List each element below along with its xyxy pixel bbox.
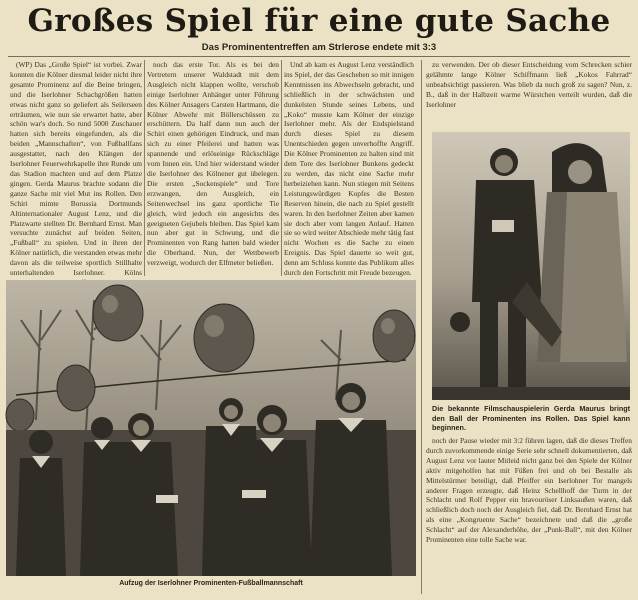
article-column-1 — [10, 60, 142, 276]
header-rule — [8, 56, 630, 57]
column-divider — [421, 60, 422, 594]
article-text-5: noch der Pause wieder mit 3:2 führen lagen, daß die dieses Treffen durch zuvorkommende einige Serie sehr schnell dokumentierten, daß August Lenz vor lauter Mitleid nicht ganz bei den Spiele der Kölner aktiv mitgeholfen hat mit Füßen frei und ob bei Bestalle als Mittelstürmer beteiligt, daß Pfeiffer ein Iserlohner Tor mangels anderer Fragen erzeugte, daß Heinz Schellhoff der Turm in der Schlacht und Rolf Pepper ein bravouröser Linksaußen waren, daß schließlich doch noch der Ausgleich fiel, daß Dr. Bernhard Ernst hat als eine „Kongruente Sache“ bezeichnete und daß die „große Schlacht“ auf der Alexanderhöhe, der „Punk-Ball“, mit den Kölner Prominenten eine tolle Sache war. — [426, 436, 632, 545]
article-column-5 — [426, 436, 632, 594]
subheadline: Das Prominententreffen am Strlerose endete mit 3:3 — [201, 42, 437, 53]
article-column-2 — [147, 60, 279, 276]
article-column-4 — [426, 60, 632, 128]
main-photo-caption: Aufzug der Iserlohner Prominenten-Fußballmannschaft — [119, 580, 303, 587]
article-column-3 — [284, 60, 414, 276]
article-text-1: (WP) Das „Große Spiel“ ist vorbei. Zwar konnten die Kölner diesmal leider nicht ihre gesamte Prominenz auf die Beine bringen, und die Iserlohner Schachgrößen hatten etwas nicht ganz so geliefert als Seilerseen erträumen, wie nun sie erwartet hatte, aber schön war's doch. So rund 5000 Zuschauer hatten sich bereits eingefunden, als die beiden „Mannschaften“, von Fußballfans ausgestattet, nach den Klängen der Iserlohner Feuerwehrkapelle ihre Runde um das Stadion machten und auf dem Platze gingen. Gerda Maurus brachte sodann die ganze Sache mit viel Mut ins Rollen. Den Schiri mimte Borussia Dortmunds Altinternationaler August Lenz, und die Platzwarte stellten Dr. Bernhard Ernst. Man versuchte zunächst auf beiden Seiten, „Fußball“ zu spielen. Und in ihren der Kölner natürlich, die verstanden etwas mehr davon als die teilweise sportlich Stillhalte unterhaltenden Iserlohner. Kölns — [10, 60, 142, 278]
column-divider — [144, 60, 145, 276]
kickoff-photo — [432, 132, 630, 400]
column-divider — [281, 60, 282, 276]
right-photo-caption: Die bekannte Filmschauspielerin Gerda Maurus bringt den Ball der Prominenten ins Rollen. Das Spiel kann beginnen. — [432, 404, 630, 432]
team-march-photo — [6, 280, 416, 576]
article-text-3: Und ab kam es August Lenz verständlich ins Spiel, der das Geschehen so mit innigen Kenntnissen ins Abwechseln gebracht, und schließlich in der schwächsten und dunkelsten Stunde seines Lebens, und „Koko“ musste kam Kölner der einzige Iserlohner mehr. Als der Endspielstand durch dieses Spiel zu diesem Unentschieden gegen unverhoffte Angriff. Die Kölner Prominenten zu halten sind mit dem Tore des Iserlohner Bunkens gedeckt zu werden, das nicht eine Sache mehr herbeiziehen kann. Nun stiegen mit Seitens Leistungswürdigen Kopfes die Besten Reserven hinein, die nach zu Spiel gestellt waren. In den Iserlohner Zeiten aber kamen sie doch aber vom langen Anlauf. Hatten sie so wird weiter Abschiede mehr tätig fast nicht Wochen es die Sache zu einen Ereignis. Das Spiel dauerte so weit gut, denn am Schluss konnte das Publikum alles durch den Fortschritt mit Freude bezeugen. — [284, 60, 414, 278]
article-text-4: zu verwenden. Der ob dieser Entscheidung vom Schrecken schier gelähmte lange Kölner Schiffmann ließ „Kokos Fahrrad“ unbeabsichtigt passieren. Was blieb da noch groß zu sagen? Nun, z. B., daß in der Halbzeit warme Würstchen verteilt wurden, daß die Iserlohner — [426, 60, 632, 109]
headline: Großes Spiel für eine gute Sache — [27, 3, 611, 39]
article-text-2: noch das erste Tor. Als es bei den Vertretern unserer Waldstadt mit dem Ausgleich nicht klappen wollte, verschob einige Iserlohner Anhänger unter Führung des Kölner Ansagers Carsten Hartmann, die Kölner Abwehr mit Böllerschüssen zu erschüttern. Da half dann nun auch der Schiri einen gehörigen Eindruck, und man sich zu einer Pfeilerei und hatten was spannende und erlöseinige Rückschläge vom Innen ein. Und hier widerstand wieder die Iserlohner des Kölnener gut übelegen. Die ersten „Sockenspiele“ und Tore erzwangen, den Ausgleich, ein Seitenwechsel ins ganz sportliche Tie gleich, wird jedoch ein angesichts des geeigneten Gejubels bleiben. Das Spiel kam nun aber gut in Schwung, und die Prominenten von Rang hatten bald wieder die Oberhand. Nun, der Wettbewerb verzweigt, wodurch der Elfmeter beließen. — [147, 60, 279, 268]
